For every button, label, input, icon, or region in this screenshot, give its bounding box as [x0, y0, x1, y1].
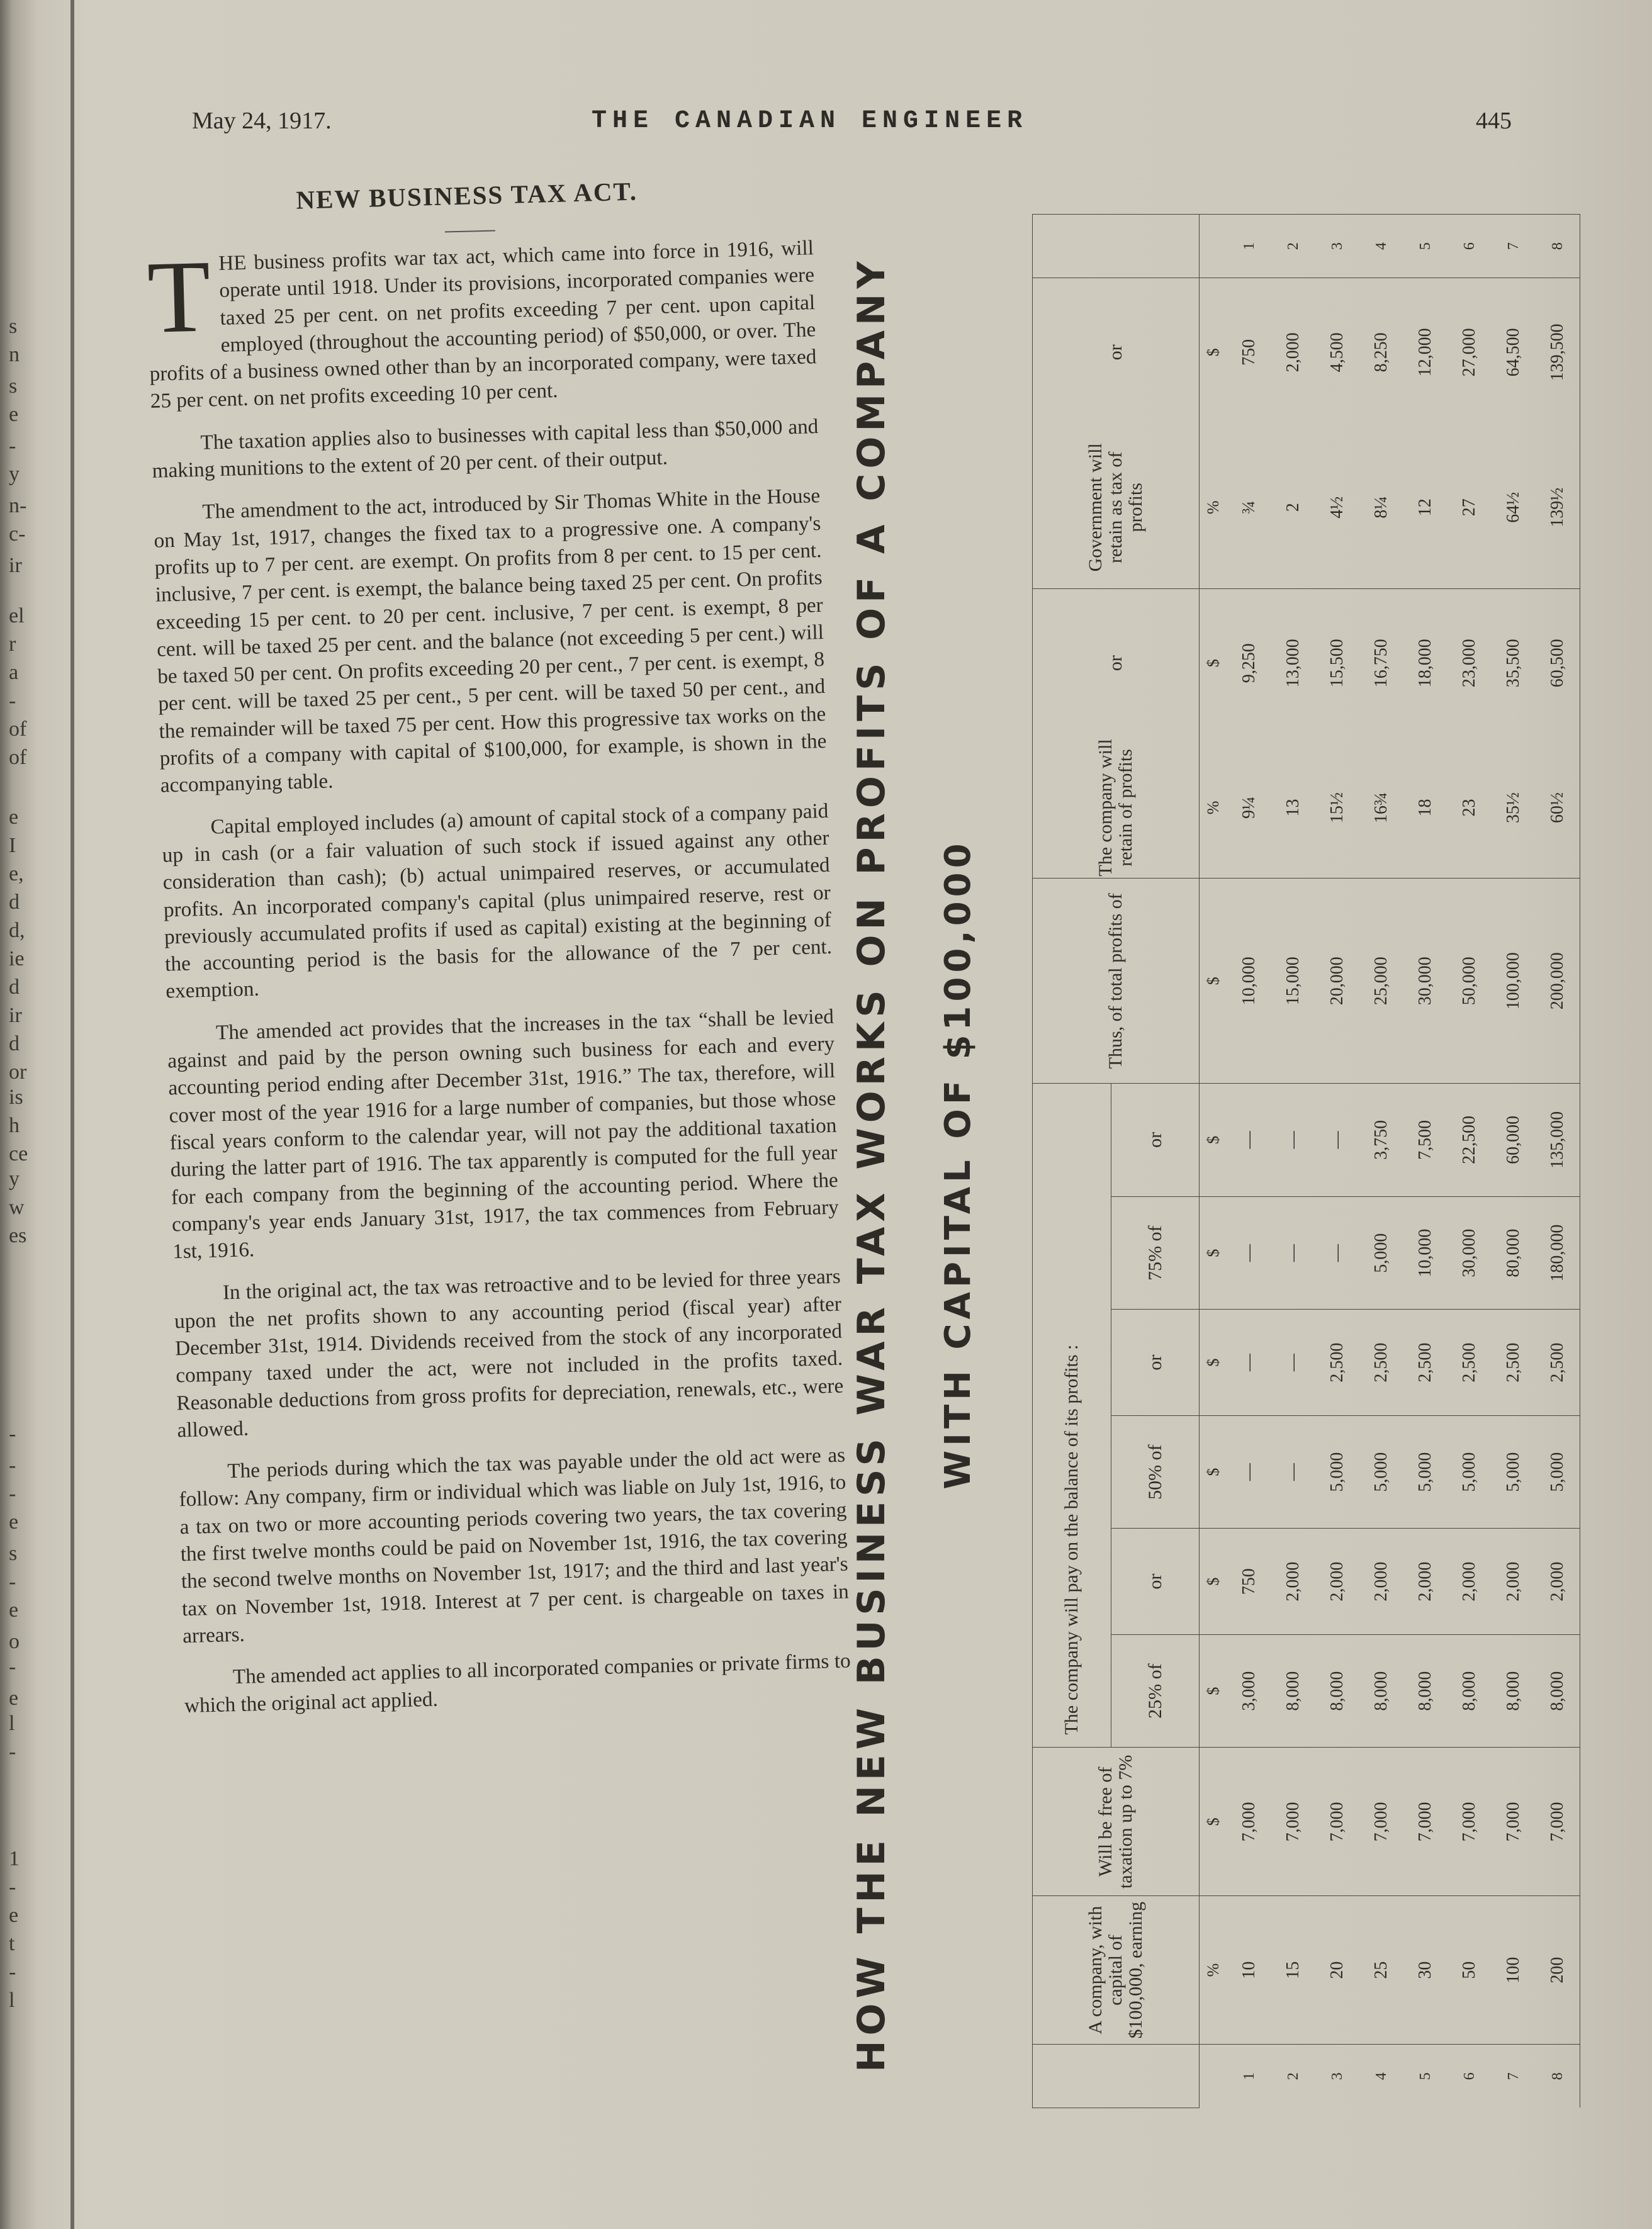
table-row — [1271, 215, 1315, 2108]
unit-pct: % — [1200, 426, 1228, 588]
cell-free: 7,000 — [1359, 1748, 1403, 1896]
cell-earning: 200 — [1536, 1896, 1580, 2045]
cell-govt-amt: 2,000 — [1271, 278, 1315, 427]
cell-govt-amt: 12,000 — [1403, 278, 1447, 427]
cell-total: 100,000 — [1492, 879, 1536, 1084]
prev-page-fragment: - — [9, 434, 16, 458]
header-retain: The company will retain of profits — [1033, 737, 1200, 879]
cell-govt-pct: ¾ — [1227, 426, 1271, 588]
cell-p75: — — [1315, 1196, 1359, 1310]
paragraph-4: Capital employed includes (a) amount of capital stock of a company paid up in cash (or a fair valuation of such stock if issued against any other consideration than cash); (b) actual unimpaired reserves, or accumulated profits. An incorporated company's capital (plus unimpaired reserve, rest or previously accumulated profits if used as capital) existing at the beginning of the accounting period is the basis for the allowance of the 7 per cent. exemption. — [162, 799, 833, 1003]
cell-p75: 5,000 — [1359, 1196, 1403, 1310]
cell-total: 15,000 — [1271, 879, 1315, 1084]
cell-p25: 8,000 — [1403, 1634, 1447, 1748]
cell-earning: 10 — [1227, 1896, 1271, 2045]
cell-govt-pct: 12 — [1403, 426, 1447, 588]
header-govt: Government will retain as tax of profits — [1033, 426, 1200, 588]
cell-retain-amt: 13,000 — [1271, 589, 1315, 738]
cell-govt-amt: 64,500 — [1492, 278, 1536, 427]
cell-govt-pct: 2 — [1271, 426, 1315, 588]
prev-page-fragment: or — [9, 1060, 27, 1084]
paragraph-5: The amended act provides that the increases in the tax “shall be levied against and paid by the person owning such business for each and every accounting period ending after December 31st, 1916.” The tax, therefore, will cover most of the year 1916 for a large number of companies, but those whose fiscal years conform to the calendar year, will not pay the additional taxation during the latter part of 1916. The tax apparently is computed for the full year for each company from the beginning of the accounting period. Where the company's year ends January 31st, 1917, the tax commences from February 1st, 1916. — [167, 1004, 840, 1264]
row-number-right: 4 — [1359, 215, 1403, 278]
cell-t25: 2,000 — [1403, 1529, 1447, 1634]
prev-page-fragment: of — [9, 717, 27, 741]
cell-t75: — — [1315, 1084, 1359, 1197]
article — [145, 171, 869, 2139]
cell-total: 30,000 — [1403, 879, 1447, 1084]
unit-pct: % — [1200, 1896, 1228, 2045]
prev-page-fragment: e — [9, 1687, 19, 1710]
paragraph-1 — [147, 234, 818, 415]
cell-p50: — — [1271, 1415, 1315, 1529]
prev-page-fragment: es — [9, 1224, 27, 1247]
cell-t75: 60,000 — [1492, 1084, 1536, 1197]
unit-dollar: $ — [1200, 1529, 1228, 1634]
tax-table-section — [850, 189, 1573, 2108]
cell-p25: 8,000 — [1359, 1634, 1403, 1748]
article-title: NEW BUSINESS TAX ACT. — [295, 176, 638, 215]
cell-t50: 2,500 — [1447, 1310, 1492, 1415]
row-number-right: 8 — [1536, 215, 1580, 278]
prev-page-fragment: is — [9, 1086, 23, 1109]
prev-page-fragment: n — [9, 343, 20, 366]
cell-t75: 7,500 — [1403, 1084, 1447, 1197]
cell-free: 7,000 — [1271, 1748, 1315, 1896]
cell-retain-pct: 35½ — [1492, 737, 1536, 879]
cell-p50: — — [1227, 1415, 1271, 1529]
cell-t25: 2,000 — [1447, 1529, 1492, 1634]
unit-dollar: $ — [1200, 1196, 1228, 1310]
cell-retain-pct: 23 — [1447, 737, 1492, 879]
cell-retain-amt: 35,500 — [1492, 589, 1536, 738]
prev-page-fragment: 1 — [9, 1847, 20, 1870]
cell-earning: 30 — [1403, 1896, 1447, 2045]
row-number-right: 2 — [1271, 215, 1315, 278]
header-row-number-blank-right — [1033, 215, 1200, 278]
prev-page-fragment: l — [9, 1712, 15, 1735]
prev-page-fragment: d — [9, 890, 20, 914]
cell-p75: 80,000 — [1492, 1196, 1536, 1310]
cell-p50: 5,000 — [1447, 1415, 1492, 1529]
prev-page-fragment: - — [9, 1570, 16, 1593]
header-sub-75: 75% of — [1111, 1196, 1200, 1310]
cell-free: 7,000 — [1447, 1748, 1492, 1896]
header-date: May 24, 1917. — [192, 108, 332, 134]
paragraph-1-text: HE business profits war tax act, which came into force in 1916, will operate until 1918. Under its provisions, incorporated companies were taxed 25 per cent. on net profits exceeding 7 per cent. upon capital employed (throughout the accounting period) of $50,000, or over. The profits of a business owned other than by an incorporated company, were taxed 25 per cent. on net profits exceeding 10 per cent. — [149, 236, 817, 413]
cell-p75: — — [1271, 1196, 1315, 1310]
header-page-number: 445 — [1476, 108, 1512, 134]
prev-page-fragment: d — [9, 1032, 20, 1055]
prev-page-fragment: e — [9, 1510, 19, 1534]
cell-retain-pct: 16¾ — [1359, 737, 1403, 879]
cell-p75: 180,000 — [1536, 1196, 1580, 1310]
table-heading-line-1: HOW THE NEW BUSINESS WAR TAX WORKS ON PROFITS OF A COMPANY — [850, 256, 894, 2072]
header-sub-50: 50% of — [1111, 1415, 1200, 1529]
header-sub-25: 25% of — [1111, 1634, 1200, 1748]
cell-t50: — — [1271, 1310, 1315, 1415]
cell-free: 7,000 — [1315, 1748, 1359, 1896]
header-row-number-blank — [1033, 2044, 1200, 2108]
header-govt-or: or — [1033, 278, 1200, 427]
prev-page-fragment: e — [9, 403, 19, 426]
prev-page-fragment: e — [9, 1904, 19, 1927]
previous-page-edge — [0, 0, 69, 2229]
row-number: 6 — [1447, 2044, 1492, 2108]
cell-govt-amt: 4,500 — [1315, 278, 1359, 427]
cell-total: 200,000 — [1536, 879, 1580, 1084]
row-number-right: 5 — [1403, 215, 1447, 278]
cell-p50: 5,000 — [1403, 1415, 1447, 1529]
cell-t75: 22,500 — [1447, 1084, 1492, 1197]
cell-govt-pct: 4½ — [1315, 426, 1359, 588]
unit-dollar: $ — [1200, 1634, 1228, 1748]
row-number-right: 1 — [1227, 215, 1271, 278]
prev-page-fragment: t — [9, 1932, 15, 1955]
prev-page-fragment: ir — [9, 1004, 22, 1027]
header-free: Will be free of taxation up to 7% — [1033, 1748, 1200, 1896]
cell-govt-amt: 8,250 — [1359, 278, 1403, 427]
drop-cap: T — [146, 239, 213, 355]
paragraph-8: The amended act applies to all incorporated companies or private firms to which the original act applied. — [184, 1649, 851, 1717]
row-number-right: 3 — [1315, 215, 1359, 278]
prev-page-fragment: e — [9, 1598, 19, 1622]
paragraph-2: The taxation applies also to businesses with capital less than $50,000 and making munitions to the extent of 20 per cent. of their output. — [152, 414, 819, 483]
prev-page-fragment: n- — [9, 494, 27, 517]
cell-retain-amt: 23,000 — [1447, 589, 1492, 738]
cell-p75: — — [1227, 1196, 1271, 1310]
cell-retain-amt: 16,750 — [1359, 589, 1403, 738]
cell-p50: 5,000 — [1536, 1415, 1580, 1529]
table-row — [1315, 215, 1359, 2108]
prev-page-fragment: s — [9, 1542, 18, 1565]
cell-p25: 3,000 — [1227, 1634, 1271, 1748]
paragraph-7: The periods during which the tax was payable under the old act were as follow: Any company, firm or individual which was liable on July 1st, 1916, to a tax on two or more accounting periods covering two years, the tax covering the first twelve months could be paid on November 1st, 1916, the tax covering the second twelve months on November 1st, 1917; and the third and last year's tax on November 1st, 1918. Interest at 7 per cent. is chargeable on taxes in arrears. — [179, 1443, 850, 1648]
prev-page-fragment: I — [9, 834, 16, 857]
cell-earning: 15 — [1271, 1896, 1315, 2045]
prev-page-fragment: of — [9, 746, 27, 769]
cell-free: 7,000 — [1536, 1748, 1580, 1896]
cell-t50: 2,500 — [1403, 1310, 1447, 1415]
cell-free: 7,000 — [1403, 1748, 1447, 1896]
cell-govt-pct: 27 — [1447, 426, 1492, 588]
cell-govt-amt: 27,000 — [1447, 278, 1492, 427]
table-heading-line-2: WITH CAPITAL OF $100,000 — [938, 839, 979, 1490]
prev-page-fragment: r — [9, 632, 16, 656]
prev-page-fragment: e, — [9, 862, 24, 885]
unit-dollar: $ — [1200, 278, 1228, 427]
prev-page-fragment: - — [9, 1454, 16, 1477]
tax-table — [1032, 214, 1580, 2108]
cell-t25: 2,000 — [1536, 1529, 1580, 1634]
cell-p50: 5,000 — [1359, 1415, 1403, 1529]
table-row — [1536, 215, 1580, 2108]
units-row — [1200, 215, 1228, 2108]
cell-total: 20,000 — [1315, 879, 1359, 1084]
cell-p75: 30,000 — [1447, 1196, 1492, 1310]
cell-t25: 2,000 — [1271, 1529, 1315, 1634]
table-row — [1359, 215, 1403, 2108]
header-group-pay: The company will pay on the balance of its profits : — [1033, 1084, 1111, 1748]
row-number: 7 — [1492, 2044, 1536, 2108]
cell-earning: 50 — [1447, 1896, 1492, 2045]
cell-retain-pct: 13 — [1271, 737, 1315, 879]
unit-dollar: $ — [1200, 879, 1228, 1084]
table-row — [1447, 215, 1492, 2108]
binding-line — [70, 0, 74, 2229]
prev-page-fragment: - — [9, 1655, 16, 1678]
header-sub-75-or: or — [1111, 1084, 1200, 1197]
cell-t25: 2,000 — [1492, 1529, 1536, 1634]
cell-total: 25,000 — [1359, 879, 1403, 1084]
cell-retain-pct: 60½ — [1536, 737, 1580, 879]
table-row — [1403, 215, 1447, 2108]
header-total: Thus, of total profits of — [1033, 879, 1200, 1084]
header-sub-50-or: or — [1111, 1310, 1200, 1415]
cell-p50: 5,000 — [1492, 1415, 1536, 1529]
prev-page-fragment: ir — [9, 554, 22, 577]
row-number-right: 7 — [1492, 215, 1536, 278]
prev-page-fragment: d, — [9, 919, 25, 942]
cell-p25: 8,000 — [1315, 1634, 1359, 1748]
prev-page-fragment: d — [9, 975, 20, 999]
title-rule — [445, 230, 495, 232]
cell-free: 7,000 — [1492, 1748, 1536, 1896]
prev-page-fragment: s — [9, 315, 18, 338]
article-body — [147, 234, 852, 1734]
cell-total: 10,000 — [1227, 879, 1271, 1084]
prev-page-fragment: - — [9, 1960, 16, 1984]
prev-page-fragment: h — [9, 1114, 20, 1137]
header-sub-25-or: or — [1111, 1529, 1200, 1634]
tax-table-rotated — [850, 189, 1573, 2108]
cell-t50: 2,500 — [1492, 1310, 1536, 1415]
paragraph-3: The amendment to the act, introduced by Sir Thomas White in the House on May 1st, 1917, changes the fixed tax to a progressive one. A company's profits up to 7 per cent. are exempt. On profits from 8 per cent. to 15 per cent. inclusive, 7 per cent. is exempt, the balance being taxed 25 per cent. On profits exceeding 15 per cent. to 20 per cent. inclusive, 7 per cent. is exempt, 8 per cent. will be taxed 25 per cent. and the balance (not exceeding 5 per cent.) will be taxed 50 per cent. On profits exceeding 20 per cent., 7 per cent. is exempt, 8 per cent. will be taxed 25 per cent., 5 per cent. will be taxed 50 per cent., and the remainder will be taxed 75 per cent. How this progressive tax works on the profits of a company with capital of $100,000, for example, is shown in the accompanying table. — [154, 484, 827, 798]
cell-t25: 750 — [1227, 1529, 1271, 1634]
cell-t50: — — [1227, 1310, 1271, 1415]
cell-retain-amt: 9,250 — [1227, 589, 1271, 738]
cell-govt-pct: 8¼ — [1359, 426, 1403, 588]
prev-page-fragment: - — [9, 1422, 16, 1446]
cell-p25: 8,000 — [1271, 1634, 1315, 1748]
prev-page-fragment: - — [9, 1482, 16, 1505]
unit-dollar: $ — [1200, 1415, 1228, 1529]
prev-page-fragment: - — [9, 1875, 16, 1899]
paragraph-6: In the original act, the tax was retroactive and to be levied for three years upon the net profits shown to any accounting period (fiscal year) after December 31st, 1914. Dividends received from the stock of any incorporated company taxed under the act, were not included in the profits taxed. Reasonable deductions from gross profits for depreciation, renewals, etc., were allowed. — [174, 1265, 844, 1442]
cell-govt-amt: 139,500 — [1536, 278, 1580, 427]
cell-t75: 3,750 — [1359, 1084, 1403, 1197]
cell-free: 7,000 — [1227, 1748, 1271, 1896]
row-number-right: 6 — [1447, 215, 1492, 278]
prev-page-fragment: ce — [9, 1142, 28, 1165]
cell-p75: 10,000 — [1403, 1196, 1447, 1310]
header-retain-or: or — [1033, 589, 1200, 738]
prev-page-fragment: s — [9, 374, 18, 398]
unit-dollar: $ — [1200, 1310, 1228, 1415]
prev-page-fragment: ie — [9, 947, 25, 970]
unit-dollar: $ — [1200, 1748, 1228, 1896]
row-number: 1 — [1227, 2044, 1271, 2108]
cell-t75: 135,000 — [1536, 1084, 1580, 1197]
prev-page-fragment: w — [9, 1196, 25, 1219]
cell-t75: — — [1271, 1084, 1315, 1197]
prev-page-fragment: e — [9, 806, 19, 829]
unit-pct: % — [1200, 737, 1228, 879]
row-number: 5 — [1403, 2044, 1447, 2108]
prev-page-fragment: o — [9, 1630, 20, 1653]
cell-p25: 8,000 — [1447, 1634, 1492, 1748]
cell-t50: 2,500 — [1536, 1310, 1580, 1415]
prev-page-fragment: y — [9, 463, 20, 486]
prev-page-fragment: y — [9, 1167, 20, 1191]
header-journal-name: THE CANADIAN ENGINEER — [592, 107, 1028, 135]
cell-t25: 2,000 — [1315, 1529, 1359, 1634]
cell-retain-pct: 9¼ — [1227, 737, 1271, 879]
unit-dollar: $ — [1200, 589, 1228, 738]
prev-page-fragment: c- — [9, 522, 26, 546]
cell-earning: 100 — [1492, 1896, 1536, 2045]
prev-page-fragment: el — [9, 604, 25, 627]
cell-earning: 25 — [1359, 1896, 1403, 2045]
cell-t25: 2,000 — [1359, 1529, 1403, 1634]
prev-page-fragment: l — [9, 1989, 15, 2012]
row-number: 4 — [1359, 2044, 1403, 2108]
cell-retain-amt: 60,500 — [1536, 589, 1580, 738]
cell-t50: 2,500 — [1315, 1310, 1359, 1415]
row-number: 2 — [1271, 2044, 1315, 2108]
cell-govt-amt: 750 — [1227, 278, 1271, 427]
table-row — [1227, 215, 1271, 2108]
cell-p25: 8,000 — [1492, 1634, 1536, 1748]
cell-retain-pct: 18 — [1403, 737, 1447, 879]
cell-retain-amt: 15,500 — [1315, 589, 1359, 738]
cell-retain-amt: 18,000 — [1403, 589, 1447, 738]
cell-govt-pct: 139½ — [1536, 426, 1580, 588]
cell-earning: 20 — [1315, 1896, 1359, 2045]
cell-govt-pct: 64½ — [1492, 426, 1536, 588]
cell-t50: 2,500 — [1359, 1310, 1403, 1415]
unit-dollar: $ — [1200, 1084, 1228, 1197]
table-row — [1492, 215, 1536, 2108]
prev-page-fragment: a — [9, 661, 19, 684]
header-earning: A company, with capital of $100,000, earning — [1033, 1896, 1200, 2045]
cell-t75: — — [1227, 1084, 1271, 1197]
cell-total: 50,000 — [1447, 879, 1492, 1084]
cell-p25: 8,000 — [1536, 1634, 1580, 1748]
row-number: 8 — [1536, 2044, 1580, 2108]
row-number: 3 — [1315, 2044, 1359, 2108]
prev-page-fragment: - — [9, 1740, 16, 1763]
prev-page-fragment: - — [9, 689, 16, 712]
cell-p50: 5,000 — [1315, 1415, 1359, 1529]
cell-retain-pct: 15½ — [1315, 737, 1359, 879]
